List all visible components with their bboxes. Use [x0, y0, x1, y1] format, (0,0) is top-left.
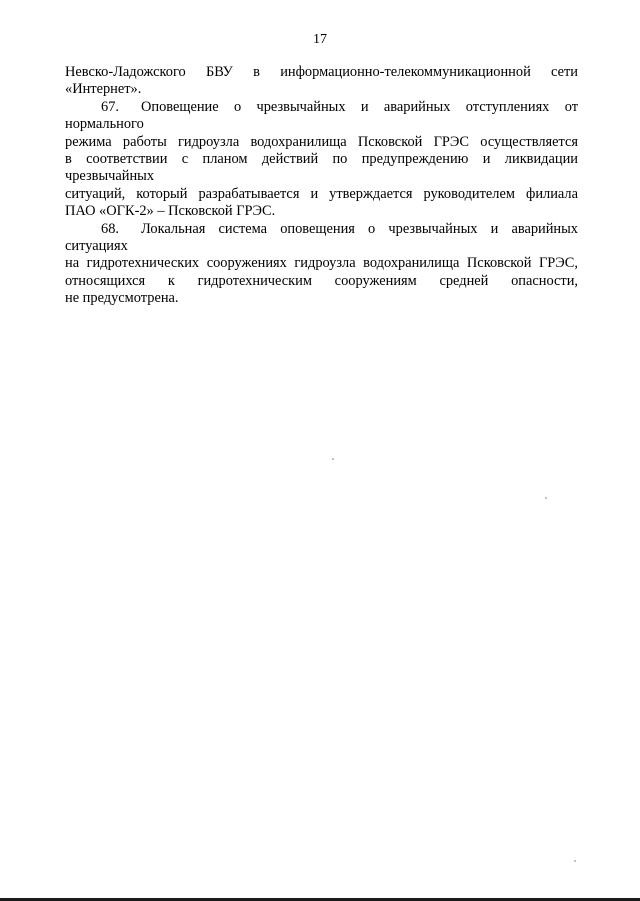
text-line: ситуаций, который разрабатывается и утверждается руководителем филиала — [65, 185, 578, 202]
text-line: на гидротехнических сооружениях гидроузла водохранилища Псковской ГРЭС, — [65, 255, 578, 272]
text-line: «Интернет». — [65, 81, 142, 98]
text-line: Невско-Ладожского БВУ в информационно-телекоммуникационной сети — [65, 64, 578, 80]
paragraph-67 — [65, 99, 578, 221]
text-line: режима работы гидроузла водохранилища Псковской ГРЭС осуществляется — [65, 133, 578, 150]
text-line-first — [65, 99, 578, 134]
scan-speck — [545, 497, 547, 499]
document-body — [65, 64, 578, 308]
scan-speck — [574, 860, 576, 862]
text-line: в соответствии с планом действий по предупреждению и ликвидации чрезвычайных — [65, 151, 578, 185]
paragraph-continuation — [65, 64, 578, 99]
text-line: Локальная система оповещения о чрезвычайных и аварийных ситуациях — [65, 220, 578, 255]
text-line: относящихся к гидротехническим сооружениям средней опасности, — [65, 272, 578, 289]
text-line: не предусмотрена. — [65, 290, 179, 307]
text-line: ПАО «ОГК-2» – Псковской ГРЭС. — [65, 203, 276, 220]
paragraph-68 — [65, 221, 578, 308]
text-line-first — [65, 221, 578, 256]
page-number: 17 — [313, 32, 327, 47]
text-line: Оповещение о чрезвычайных и аварийных отступлениях от нормального — [65, 98, 578, 133]
paragraph-number: 67. — [101, 98, 119, 115]
scan-speck — [332, 458, 334, 460]
paragraph-number: 68. — [101, 220, 119, 237]
